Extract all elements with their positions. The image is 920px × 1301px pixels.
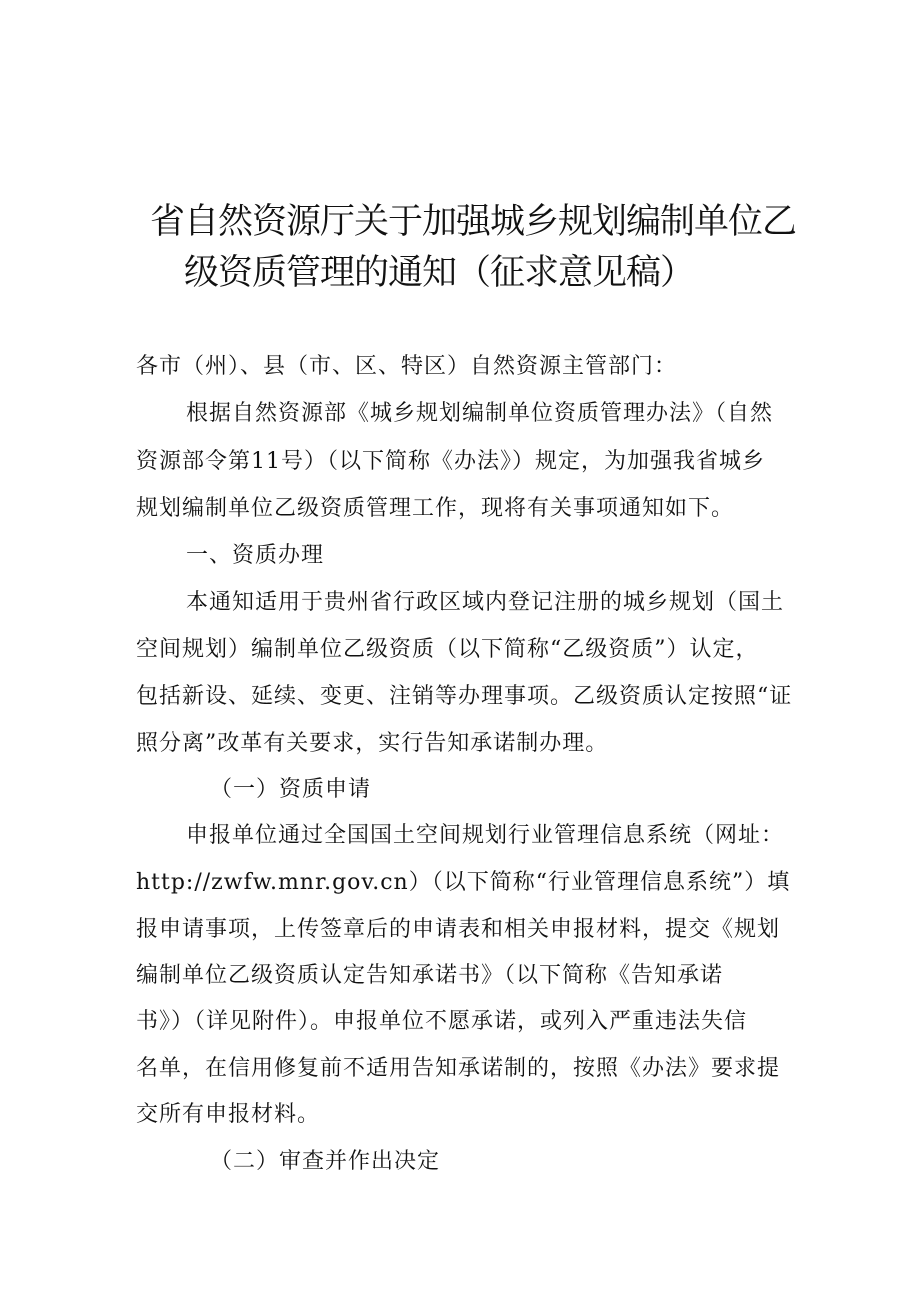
section-paragraph-line: 包括新设、延续、变更、注销等办理事项。乙级资质认定按照“证: [136, 684, 793, 709]
intro-line: 规划编制单位乙级资质管理工作，现将有关事项通知如下。: [136, 496, 735, 521]
subsection-heading: （一）资质申请: [210, 777, 372, 802]
section-paragraph-line: 空间规划）编制单位乙级资质（以下简称“乙级资质”）认定，: [136, 637, 759, 662]
salutation: 各市（州）、县（市、区、特区）自然资源主管部门：: [136, 354, 678, 379]
subsection-heading: （二）审查并作出决定: [210, 1149, 441, 1174]
intro-line: 根据自然资源部《城乡规划编制单位资质管理办法》（自然: [186, 401, 774, 426]
subsection-paragraph-line: 报申请事项，上传签章后的申请表和相关申报材料，提交《规划: [136, 917, 781, 942]
subsection-paragraph-line: 书》）（详见附件）。申报单位不愿承诺，或列入严重违法失信: [136, 1009, 748, 1034]
title-line-2: 级资质管理的通知（征求意见稿）: [184, 253, 695, 293]
subsection-paragraph-line: 交所有申报材料。: [136, 1102, 321, 1127]
section-paragraph-line: 照分离”改革有关要求，实行告知承诺制办理。: [136, 731, 609, 756]
title-line-1: 省自然资源厅关于加强城乡规划编制单位乙: [150, 202, 797, 242]
subsection-paragraph-line: http://zwfw.mnr.gov.cn）（以下简称“行业管理信息系统”）填: [136, 870, 791, 895]
subsection-paragraph-line: 名单，在信用修复前不适用告知承诺制的，按照《办法》要求提: [136, 1056, 781, 1081]
subsection-paragraph-line: 申报单位通过全国国土空间规划行业管理信息系统（网址：: [186, 823, 785, 848]
subsection-paragraph-line: 编制单位乙级资质认定告知承诺书》（以下简称《告知承诺: [136, 963, 724, 988]
section-heading: 一、资质办理: [186, 543, 325, 568]
section-paragraph-line: 本通知适用于贵州省行政区域内登记注册的城乡规划（国土: [186, 590, 785, 615]
intro-line: 资源部令第11号）（以下简称《办法》）规定，为加强我省城乡: [136, 449, 765, 474]
